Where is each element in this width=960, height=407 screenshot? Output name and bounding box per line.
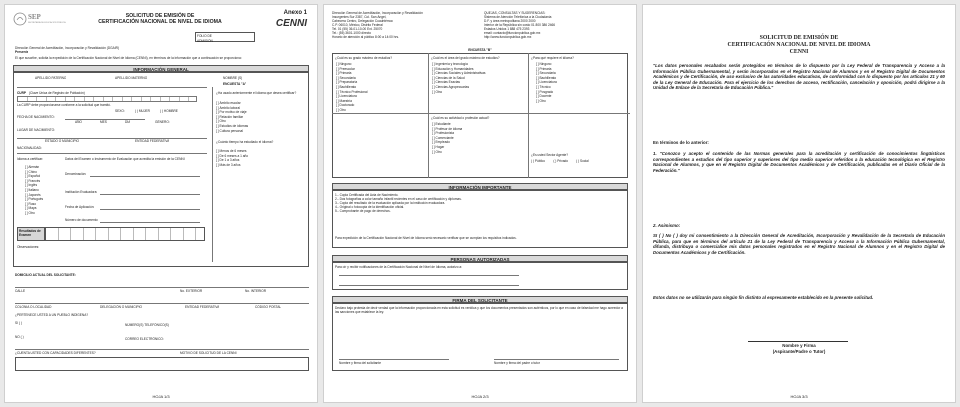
section-general-info: INFORMACIÓN GENERAL: [13, 65, 309, 72]
solicitante-signature[interactable]: Nombre y firma del solicitante: [339, 361, 381, 365]
area-option[interactable]: [ ] Ciencias Agropecuarias: [432, 85, 486, 90]
actividad-option[interactable]: [ ] Empleado: [432, 140, 462, 145]
actividad-option[interactable]: [ ] Otro: [432, 150, 462, 155]
section-important: INFORMACIÓN IMPORTANTE: [332, 183, 628, 190]
idioma-option[interactable]: [ ] Ruso: [25, 202, 43, 207]
resultados-header: Resultados de Examen: [17, 227, 45, 241]
requiere-option[interactable]: [ ] Docente: [536, 94, 557, 99]
privacy-notice: "Los datos personales recabados serán protegidos en términos de lo dispuesto por la Ley Federal de Transparencia y Acceso a la Información Pública Gubernamental, y serán incorporados en el Registro Nacional de Alumnos y en el Registro Digital de Documentos Académicos y de Certificación, de uso exclusivo de las autoridades educativas, de conformidad con lo dispuesto por los artículos 21 y 60 de la Ley General de Educación. Para el ejercicio de los derechos de acceso, rectificación, cancelación y oposición, podrá dirigirse a la Unidad de Enlace de la Secretaría de Educación Pública.": [653, 63, 945, 91]
tiempo-estudio-options[interactable]: [216, 149, 248, 167]
contact-line: email: contacto@funcionpublica.gob.mx: [484, 31, 541, 35]
grado-estudios-options[interactable]: [336, 62, 368, 113]
grado-option[interactable]: [ ] Secundaria: [336, 76, 368, 81]
page-number: HOJA 1/3: [152, 394, 170, 399]
grado-option[interactable]: [ ] Preescolar: [336, 67, 368, 72]
actividad-options[interactable]: [432, 122, 462, 154]
contact-line: Interior de la República sin costo 01 800 386 2466: [484, 23, 556, 27]
form-page-2: Dirección General de Acreditación, Incorporación y Revalidación Insurgentes Sur 2387, Col. San Ángel, Cabecera Centro, Delegación Cuauhtémoc C.P. 06010, México, Distrito Federal Tel. 01 (55) 36-01-10-00 Ext. 25070 Tel.: (55) 3601-1000 directo Horario de atención al público 8:00 a 14:00 hrs. QUEJAS, CONSULTAS Y SUGERENCIAS: Sistema de Atención Telefónica a la Ciudadanía D.F. y área metropolitana 2000 2000 Interior de la República sin costo 01 800 386 2466 Estados Unidos 1 888 475 2393 email: contacto@funcionpublica.gob.mx http://www.funcionpublica.gob.mx ENCUESTA "B" ¿Cuál es su grado máximo de estudios? [ ] Ninguno [ ] Preescolar [ ] Primaria [ ] Secundaria [ ] Preparatoria [ ] Bachillerato [ ] Técnico Profesional [ ] Licenciatura [ ] Maestría [ ] Doctorado [ ] Otro ¿Cuál es el área del grado máximo de estudios? [ ] Ingeniería y tecnología [ ] Educación y Humanidades [ ] Ciencias Sociales y Administrativas [ ] Ciencias de la Salud [ ] Ciencias Exactas [ ] Ciencias Agropecuarias [ ] Otra ¿Para qué requiere el idioma? [ ] Ninguno [ ] Primaria [ ] Secundaria [ ] Bachillerato [ ] Licenciatura [ ] Técnico [ ] Posgrado [ ] Docente [ ] Otro ¿Cuál es su actividad o profesión actual? [ ] Estudiante [ ] Profesor de idioma [ ] Profesionista [ ] Comerciante [ ] Empleado [ ] Hogar [ ] Otro ¿Es usted Sector Agente? ( ) Público ( ) Privado ( ) Social INFORMACIÓN IMPORTANTE 1.- Copia Certificada del Acta de Nacimiento. 2.- Dos fotografías a color tamaño infantil recientes en el caso de certificación y diplomas. 3.- Copia del resultado de la evaluación aplicada por la institución evaluadora. 4.- Original o fotocopia de la identificación oficial. 5.- Comprobante de pago de derechos. Para expedición de la Certificación Nacional de Nivel de Idioma será necesario verificar que se cumplan los requisitos indicados. PERSONAS AUTORIZADAS Para oír y recibir notificaciones de la Certificación Nacional de Nivel de Idioma, autorizo a: FIRMA DEL SOLICITANTE Declaro bajo protesta de decir verdad que la información proporcionada en esta solicitud es verídica y que los documentos presentados son auténticos, por lo que en caso de falsedad me hago acreedor a las sanciones que establece la ley. Nombre y firma del solicitante Nombre y firma del padre o tutor HOJA 2/3: [323, 4, 637, 403]
contact-line: http://www.funcionpublica.gob.mx: [484, 35, 532, 39]
requirement-item: 2.- Dos fotografías a color tamaño infantil recientes en el caso de certificación y diplomas.: [335, 197, 462, 201]
cenni-logo: CENNI: [275, 18, 307, 29]
section-signature: FIRMA DEL SOLICITANTE: [332, 296, 628, 303]
uso-option[interactable]: [ ] Estudios de idiomas: [216, 124, 248, 129]
grado-option[interactable]: [ ] Ninguno: [336, 62, 368, 67]
contact-line: QUEJAS, CONSULTAS Y SUGERENCIAS:: [484, 11, 546, 15]
requiere-idioma-options[interactable]: [536, 62, 557, 103]
area-option[interactable]: [ ] Ciencias de la Salud: [432, 76, 486, 81]
sector-options[interactable]: [531, 159, 589, 163]
idioma-option[interactable]: [ ] Maya: [25, 206, 43, 211]
requiere-option[interactable]: [ ] Técnico: [536, 85, 557, 90]
tiempo-option[interactable]: [ ] Menos de 6 meses: [216, 149, 248, 154]
requirement-item: 1.- Copia Certificada del Acta de Nacimiento.: [335, 193, 399, 197]
requiere-option[interactable]: [ ] Ninguno: [536, 62, 557, 67]
requiere-option[interactable]: [ ] Secundaria: [536, 71, 557, 76]
contact-line: Estados Unidos 1 888 475 2393: [484, 27, 530, 31]
uso-option[interactable]: [ ] Por motivo de viaje: [216, 110, 248, 115]
requiere-option[interactable]: [ ] Posgrado: [536, 90, 557, 95]
requirement-item: 4.- Original o fotocopia de la identificación oficial.: [335, 205, 405, 209]
requirements-list: [335, 193, 625, 213]
grado-option[interactable]: [ ] Preparatoria: [336, 80, 368, 85]
area-option[interactable]: [ ] Ciencias Sociales y Administrativas: [432, 71, 486, 76]
address-line: Dirección General de Acreditación, Incorporación y Revalidación: [332, 11, 423, 15]
contact-line: Sistema de Atención Telefónica a la Ciudadanía: [484, 15, 552, 19]
complaints-contact: [484, 11, 624, 39]
section-authorized: PERSONAS AUTORIZADAS: [332, 255, 628, 262]
actividad-option[interactable]: [ ] Hogar: [432, 145, 462, 150]
address-line: Tel.: (55) 3601-1000 directo: [332, 31, 371, 35]
motivo-box[interactable]: [15, 357, 309, 371]
terms-point-2: SI ( ) No ( ) doy mi consentimiento a la Dirección General de Acreditación, Incorporación y Revalidación de la Secretaría de Educación Pública, para que en términos del artículo 21 de la Ley Federal de Transparencia y Acceso a la Información Pública Gubernamental, difunda, distribuya o comercialice mis datos personales registrados en el Registro Nacional de Alumnos y en el Registro Digital de Documentos Académicos y de Certificación.: [653, 233, 945, 255]
grado-option[interactable]: [ ] Bachillerato: [336, 85, 368, 90]
form-title: SOLICITUD DE EMISIÓN DE CERTIFICACIÓN NACIONAL DE NIVEL DE IDIOMA: [98, 13, 222, 25]
uso-option[interactable]: [ ] Otro: [216, 119, 248, 124]
idioma-options[interactable]: [25, 165, 43, 216]
grado-option[interactable]: [ ] Licenciatura: [336, 94, 368, 99]
grado-option[interactable]: [ ] Primaria: [336, 71, 368, 76]
request-text: El que suscribe, solicita la expedición de la Certificación Nacional de Nivel de Idioma (CENNI), en términos de la información que a continuación se proporciona:: [15, 56, 242, 60]
dgair-address: [332, 11, 472, 39]
tutor-signature[interactable]: Nombre y firma del padre o tutor: [494, 361, 540, 365]
uso-option[interactable]: [ ] Ámbito escolar: [216, 101, 248, 106]
anexo-label: Anexo 1: [283, 10, 307, 16]
address-line: Tel. 01 (55) 36-01-10-00 Ext. 25070: [332, 27, 383, 31]
sector-option[interactable]: ( ) Público: [531, 159, 546, 163]
sexo-mujer-option[interactable]: ( ) MUJER: [135, 109, 150, 113]
address-line: Insurgentes Sur 2387, Col. San Ángel,: [332, 15, 387, 19]
sexo-hombre-option[interactable]: ( ) HOMBRE: [160, 109, 178, 113]
area-option[interactable]: [ ] Ingeniería y tecnología: [432, 62, 486, 67]
tiempo-option[interactable]: [ ] Más de 3 años: [216, 163, 248, 168]
address-line: Cabecera Centro, Delegación Cuauhtémoc: [332, 19, 393, 23]
folio-box[interactable]: FOLIO DE ADMISIÓN: [195, 32, 255, 42]
idioma-option[interactable]: [ ] Inglés: [25, 183, 43, 188]
idioma-option[interactable]: [ ] Alemán: [25, 165, 43, 170]
sep-logo: SEP SECRETARÍA DE EDUCACIÓN PÚBLICA: [13, 11, 47, 29]
resultados-grid[interactable]: [45, 227, 205, 241]
area-option[interactable]: [ ] Educación y Humanidades: [432, 67, 486, 72]
uso-option[interactable]: [ ] Cultura personal: [216, 129, 248, 134]
requirement-item: 5.- Comprobante de pago de derechos.: [335, 209, 391, 213]
idioma-option[interactable]: [ ] Francés: [25, 179, 43, 184]
tiempo-option[interactable]: [ ] De 1 a 3 años: [216, 158, 248, 163]
requirement-item: 3.- Copia del resultado de la evaluación aplicada por la institución evaluadora.: [335, 201, 446, 205]
requiere-option[interactable]: [ ] Licenciatura: [536, 80, 557, 85]
area-estudios-options[interactable]: [432, 62, 486, 94]
idioma-option[interactable]: [ ] Italiano: [25, 188, 43, 193]
uso-option[interactable]: [ ] Relación familiar: [216, 115, 248, 120]
actividad-option[interactable]: [ ] Comerciante: [432, 136, 462, 141]
closing-text: Estos datos no se utilizarán para ningún fin distinto al expresamente establecido en la presente solicitud.: [653, 295, 874, 300]
page-number: HOJA 3/3: [790, 394, 808, 399]
idioma-option[interactable]: [ ] Español: [25, 174, 43, 179]
indigena-no[interactable]: NO ( ): [15, 335, 24, 339]
area-option[interactable]: [ ] Ciencias Exactas: [432, 80, 486, 85]
requiere-option[interactable]: [ ] Primaria: [536, 67, 557, 72]
idioma-option[interactable]: [ ] Portugués: [25, 197, 43, 202]
uso-option[interactable]: [ ] Ámbito laboral: [216, 106, 248, 111]
form-page-1: SEP SECRETARÍA DE EDUCACIÓN PÚBLICA SOLICITUD DE EMISIÓN DE CERTIFICACIÓN NACIONAL DE NIVEL DE IDIOMA Anexo 1 CENNI FOLIO DE ADMISIÓN Dirección General de Acreditación, Incorporación y Revalidación (DGAIR) Presente El que suscribe, solicita la expedición de la Certificación Nacional de Nivel de Idioma (CENNI), en términos de la información que a continuación se proporciona: INFORMACIÓN GENERAL APELLIDO PATERNO APELLIDO MATERNO NOMBRE (S) ENCUESTA "A" CURP (Clave Única de Registro de Población) La CURP debe proporcionarse conforme a la solicitud que tramitó. SEXO: ( ) MUJER ( ) HOMBRE FECHA DE NACIMIENTO: AÑO MES DÍA GÉNERO: LUGAR DE NACIMIENTO: ESTADO O MUNICIPIO ENTIDAD FEDERATIVA NACIONALIDAD: Idioma a certificar: [ ] Alemán [ ] Chino [ ] Español [ ] Francés [ ] Inglés [ ] Italiano [ ] Japonés [ ] Portugués [ ] Ruso [ ] Maya [ ] Otro Datos del Examen o Instrumento de Evaluación que acredita la emisión de la CENNI Denominación: Institución Evaluadora: Fecha de Aplicación: Número de documento: Resultados de Examen Observaciones: ¿Ha usado anteriormente el idioma que desea certificar? [ ] Ámbito escolar [ ] Ámbito laboral [ ] Por motivo de viaje [ ] Relación familiar [ ] Otro [ ] Estudios de idiomas [ ] Cultura personal ¿Cuánto tiempo ha estudiado el idioma? [ ] Menos de 6 meses [ ] De 6 meses a 1 año [ ] De 1 a 3 años [ ] Más de 3 años DOMICILIO ACTUAL DEL SOLICITANTE: CALLE No. EXTERIOR No. INTERIOR COLONIA O LOCALIDAD DELEGACIÓN O MUNICIPIO ENTIDAD FEDERATIVA CÓDIGO POSTAL ¿PERTENECE USTED A UN PUEBLO INDÍGENA? SI ( ) NO ( ) NÚMERO(S) TELEFÓNICO(S) CORREO ELECTRÓNICO: ¿CUENTA USTED CON CAPACIDADES DIFERENTES? MOTIVO DE SOLICITUD DE LA CENNI HOJA 1/3: [4, 4, 318, 403]
grado-option[interactable]: [ ] Técnico Profesional: [336, 90, 368, 95]
sector-option[interactable]: ( ) Privado: [553, 159, 569, 163]
contact-line: D.F. y área metropolitana 2000 2000: [484, 19, 536, 23]
uso-idioma-options[interactable]: [216, 101, 248, 133]
area-option[interactable]: [ ] Otra: [432, 90, 486, 95]
grado-option[interactable]: [ ] Otro: [336, 108, 368, 113]
dependency-name: Dirección General de Acreditación, Incorporación y Revalidación (DGAIR): [15, 46, 119, 50]
form-page-3: SOLICITUD DE EMISIÓN DE CERTIFICACIÓN NACIONAL DE NIVEL DE IDIOMA CENNI "Los datos personales recabados serán protegidos en términos de lo dispuesto por la Ley Federal de Transparencia y Acceso a la Información Pública Gubernamental, y serán incorporados en el Registro Nacional de Alumnos y en el Registro Digital de Documentos Académicos y de Certificación, de uso exclusivo de las autoridades educativas, de conformidad con lo dispuesto por los artículos 21 y 60 de la Ley General de Educación. Para el ejercicio de los derechos de acceso, rectificación, cancelación y oposición, podrá dirigirse a la Unidad de Enlace de la Secretaría de Educación Pública." En términos de lo anterior: 1. "Conozco y acepto el contenido de las Normas generales para la acreditación y certificación de conocimientos lingüísticos correspondientes a estudios del tipo superior y superiores del tipo medio superior referidos a la educación tecnológica en el Registro Nacional de Alumnos, y que en el Registro Digital de Documentos Académicos y de Certificación, publicadas en el Diario Oficial de la Federación." 2. Asimismo: SI ( ) No ( ) doy mi consentimiento a la Dirección General de Acreditación, Incorporación y Revalidación de la Secretaría de Educación Pública, para que en términos del artículo 21 de la Ley Federal de Transparencia y Acceso a la Información Pública Gubernamental, difunda, distribuya o comercialice mis datos personales registrados en el Registro Nacional de Alumnos y en el Registro Digital de Documentos Académicos y de Certificación. Estos datos no se utilizarán para ningún fin distinto al expresamente establecido en la presente solicitud. Nombre y Firma (Aspirante/Padre o Tutor) HOJA 3/3: [642, 4, 956, 403]
idioma-option[interactable]: [ ] Otro: [25, 211, 43, 216]
page3-title: SOLICITUD DE EMISIÓN DE CERTIFICACIÓN NACIONAL DE NIVEL DE IDIOMA CENNI: [727, 35, 871, 55]
address-line: Horario de atención al público 8:00 a 14:00 hrs.: [332, 35, 399, 39]
tiempo-option[interactable]: [ ] De 6 meses a 1 año: [216, 154, 248, 159]
actividad-option[interactable]: [ ] Profesor de idioma: [432, 127, 462, 132]
sector-option[interactable]: ( ) Social: [576, 159, 589, 163]
address-line: C.P. 06010, México, Distrito Federal: [332, 23, 383, 27]
requiere-option[interactable]: [ ] Bachillerato: [536, 76, 557, 81]
actividad-option[interactable]: [ ] Profesionista: [432, 131, 462, 136]
grado-option[interactable]: [ ] Maestría: [336, 99, 368, 104]
grado-option[interactable]: [ ] Doctorado: [336, 103, 368, 108]
indigena-si[interactable]: SI ( ): [15, 321, 22, 325]
curp-input[interactable]: [17, 96, 197, 102]
terms-point-1: 1. "Conozco y acepto el contenido de las Normas generales para la acreditación y certificación de conocimientos lingüísticos correspondientes a estudios del tipo superior y superiores del tipo medio superior referidos a la educación tecnológica en el Registro Nacional de Alumnos, y que en el Registro Digital de Documentos Académicos y de Certificación, publicadas en el Diario Oficial de la Federación.": [653, 151, 945, 173]
idioma-option[interactable]: [ ] Japonés: [25, 193, 43, 198]
idioma-option[interactable]: [ ] Chino: [25, 170, 43, 175]
requiere-option[interactable]: [ ] Otro: [536, 99, 557, 104]
actividad-option[interactable]: [ ] Estudiante: [432, 122, 462, 127]
page-number: HOJA 2/3: [471, 394, 489, 399]
signature-label[interactable]: Nombre y Firma (Aspirante/Padre o Tutor): [772, 343, 826, 354]
